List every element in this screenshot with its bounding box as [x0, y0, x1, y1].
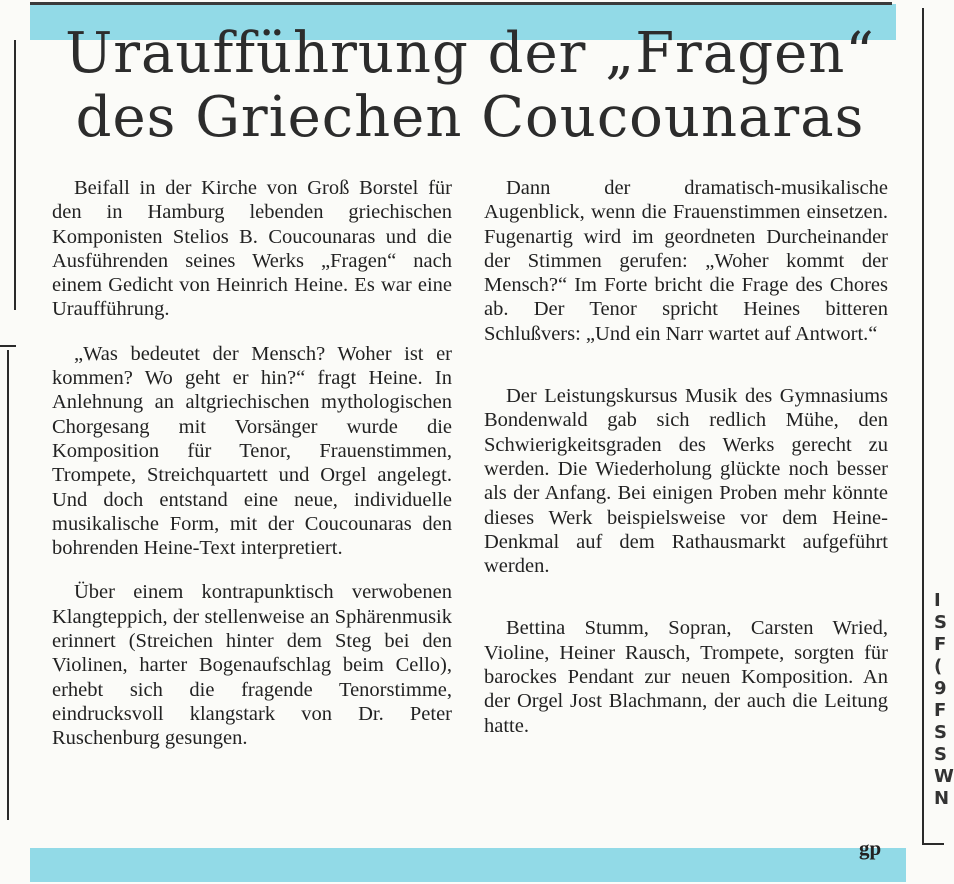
edge-letter: I — [934, 590, 941, 611]
left-corner-rule — [0, 345, 16, 347]
article-headline — [40, 22, 900, 150]
article-column-right — [484, 176, 888, 738]
edge-letter: S — [934, 722, 947, 743]
edge-letter: F — [934, 700, 947, 721]
headline-line-2: des Griechen Coucounaras — [75, 85, 865, 150]
paragraph-3: Über einem kontrapunktisch verwobenen Klangteppich, der stellenweise an Sphärenmusik erinnert (Streichen hinter dem Steg bei den Violinen, harter Bogenaufschlag beim Cello), erhebt sich die fragende Tenorstimme, eindrucksvoll klangstark von Dr. Peter Ruschenburg gesungen. — [52, 581, 452, 750]
adjacent-article-fragment — [934, 590, 954, 810]
highlighter-mark-bottom — [30, 848, 906, 882]
paragraph-6: Bettina Stumm, Sopran, Carsten Wried, Violine, Heiner Rausch, Trompete, sorgten für barockes Pendant zur neuen Komposition. An der Orgel Jost Blachmann, der auch die Leitung hatte. — [484, 617, 888, 737]
article-column-left — [52, 176, 452, 751]
edge-letter: S — [934, 744, 947, 765]
edge-letter: N — [934, 788, 950, 809]
edge-letter: S — [934, 612, 947, 633]
left-column-rule-upper — [14, 40, 16, 310]
left-column-rule-lower — [7, 350, 9, 820]
headline-line-1: Uraufführung der „Fragen“ — [65, 21, 875, 86]
paragraph-5: Der Leistungskursus Musik des Gymnasiums Bondenwald gab sich redlich Mühe, den Schwierigkeitsgraden des Werks gerecht zu werden. Die Wiederholung glückte noch besser als der Anfang. Bei einigen Proben mehr könnte dieses Werk beispielsweise vor dem Heine-Denkmal auf dem Rathausmarkt aufgeführt werden. — [484, 385, 888, 578]
paragraph-4: Dann der dramatisch-musikalische Augenblick, wenn die Frauenstimmen einsetzen. Fugenartig wird im geordneten Durcheinander der Stimmen gerufen: „Woher kommt der Mensch?“ Im Forte bricht die Frage des Chores ab. Der Tenor spricht Heines bitteren Schlußvers: „Und ein Narr wartet auf Antwort.“ — [484, 177, 888, 345]
edge-letter: 9 — [934, 678, 947, 699]
top-rule — [30, 2, 892, 5]
author-signature: gp — [859, 836, 882, 860]
right-column-rule — [922, 8, 924, 844]
paragraph-2: „Was bedeutet der Mensch? Woher ist er kommen? Wo geht er hin?“ fragt Heine. In Anlehnung an altgriechischen mythologischen Chorgesang mit Vorsänger wurde die Komposition für Tenor, Frauenstimmen, Trompete, Streichquartett und Orgel angelegt. Und doch entstand eine neue, individuelle musikalische Form, mit der Coucounaras den bohrenden Heine-Text interpretiert. — [52, 342, 452, 560]
right-corner-rule — [922, 843, 944, 845]
edge-letter: W — [934, 766, 954, 787]
edge-letter: ( — [934, 656, 943, 677]
paragraph-1: Beifall in der Kirche von Groß Borstel für den in Hamburg lebenden griechischen Komponisten Stelios B. Coucounaras und die Ausführenden seines Werks „Fragen“ nach einem Gedicht von Heinrich Heine. Es war eine Uraufführung. — [52, 177, 452, 321]
edge-letter: F — [934, 634, 947, 655]
